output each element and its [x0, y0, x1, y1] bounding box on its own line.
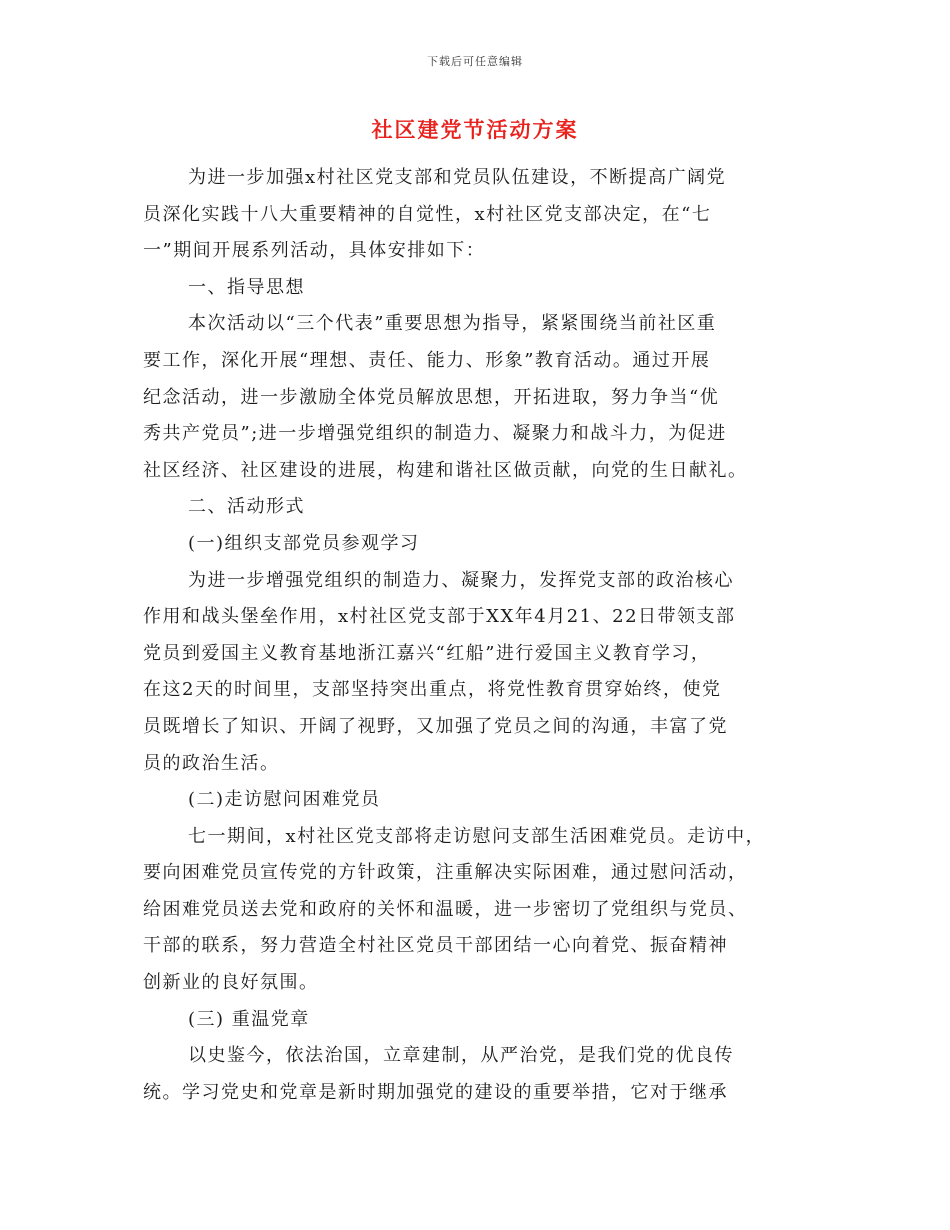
text-line: 给困难党员送去党和政府的关怀和温暖，进一步密切了党组织与党员、 [143, 898, 748, 920]
text-line: (一)组织支部党员参观学习 [188, 532, 420, 554]
text-line: 纪念活动，进一步激励全体党员解放思想，开拓进取，努力争当“优 [143, 386, 720, 408]
text-line: 员既增长了知识、开阔了视野，又加强了党员之间的沟通，丰富了党 [143, 715, 728, 737]
text-line: 干部的联系，努力营造全村社区党员干部团结一心向着党、振奋精神 [143, 935, 728, 957]
text-line: 要工作，深化开展“理想、责任、能力、形象”教育活动。通过开展 [143, 349, 711, 371]
text-line: 为进一步加强x村社区党支部和党员队伍建设，不断提高广阔党 [188, 167, 727, 188]
text-line: 社区经济、社区建设的进展，构建和谐社区做贡献，向党的生日献礼。 [143, 459, 748, 481]
text-line: 一”期间开展系列活动，具体安排如下： [143, 240, 486, 262]
text-line: (二)走访慰问困难党员 [188, 789, 381, 811]
text-line: 七一期间，x村社区党支部将走访慰问支部生活困难党员。走访中， [188, 825, 766, 847]
text-line: 一、指导思想 [188, 276, 305, 298]
text-line: 本次活动以“三个代表”重要思想为指导，紧紧围绕当前社区重 [188, 313, 717, 335]
text-line: 统。学习党史和党章是新时期加强党的建设的重要举措，它对于继承 [143, 1081, 728, 1103]
text-line: 在这2天的时间里，支部坚持突出重点，将党性教育贯穿始终，使党 [143, 679, 722, 701]
document-body [143, 160, 833, 1111]
text-line: 为进一步增强党组织的制造力、凝聚力，发挥党支部的政治核心 [188, 569, 734, 591]
text-line: 以史鉴今，依法治国，立章建制，从严治党，是我们党的优良传 [188, 1045, 734, 1067]
text-line: 作用和战头堡垒作用，x村社区党支部于XX年4月21、22日带领支部 [143, 606, 736, 628]
header-note: 下载后可任意编辑 [427, 55, 523, 68]
text-line: (三) 重温党章 [188, 1008, 310, 1030]
text-line: 秀共产党员”;进一步增强党组织的制造力、凝聚力和战斗力，为促进 [143, 423, 727, 445]
text-line: 创新业的良好氛围。 [143, 972, 319, 994]
text-line: 员的政治生活。 [143, 752, 280, 774]
text-line: 要向困难党员宣传党的方针政策，注重解决实际困难，通过慰问活动， [143, 862, 748, 884]
text-line: 党员到爱国主义教育基地浙江嘉兴“红船”进行爱国主义教育学习， [143, 642, 711, 664]
text-line: 员深化实践十八大重要精神的自觉性，x村社区党支部决定，在“七 [143, 203, 712, 225]
text-line: 二、活动形式 [188, 496, 305, 518]
document-title: 社区建党节活动方案 [371, 117, 579, 142]
